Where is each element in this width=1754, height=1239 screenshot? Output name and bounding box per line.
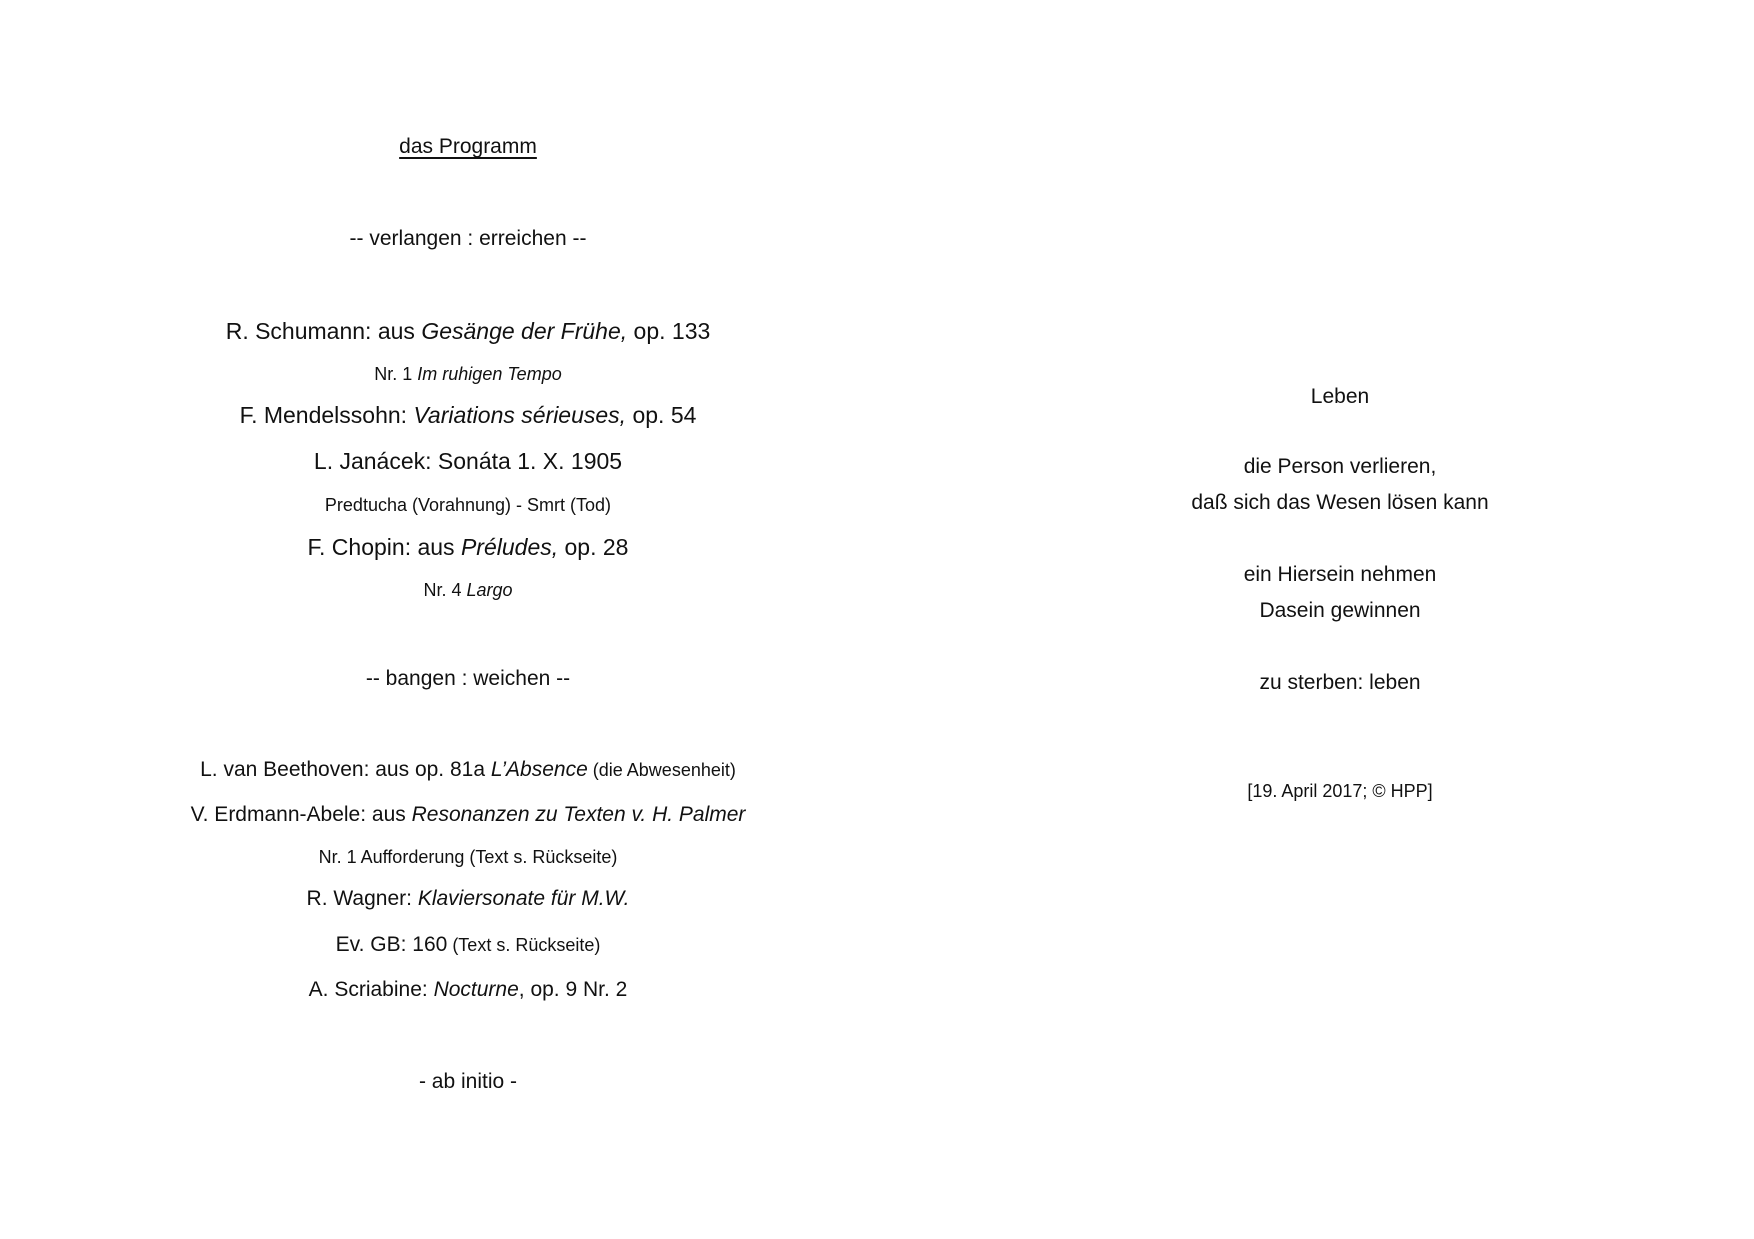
program-item-mendelssohn: F. Mendelssohn: Variations sérieuses, op. 54: [239, 402, 697, 428]
poem-title: Leben: [1310, 385, 1370, 408]
program-subitem-chopin: Nr. 4 Largo: [423, 580, 513, 600]
program-item-wagner: R. Wagner: Klaviersonate für M.W.: [306, 887, 630, 910]
poem-line: die Person verlieren,: [1243, 455, 1437, 478]
program-item-beethoven: L. van Beethoven: aus op. 81a L’Absence (die Abwesenheit): [200, 758, 736, 781]
program-subitem-janacek: Predtucha (Vorahnung) - Smrt (Tod): [324, 495, 612, 515]
poem-line: daß sich das Wesen lösen kann: [1191, 491, 1489, 514]
program-subitem-erdmann: Nr. 1 Aufforderung (Text s. Rückseite): [318, 847, 618, 867]
poem-line: Dasein gewinnen: [1259, 599, 1421, 622]
program-subitem-schumann: Nr. 1 Im ruhigen Tempo: [374, 364, 562, 384]
program-item-erdmann: V. Erdmann-Abele: aus Resonanzen zu Texten v. H. Palmer: [190, 803, 746, 826]
program-item-chopin: F. Chopin: aus Préludes, op. 28: [307, 534, 629, 560]
poem-footer: [19. April 2017; © HPP]: [1247, 781, 1433, 801]
section-heading-2: -- bangen : weichen --: [365, 667, 571, 690]
program-item-schumann: R. Schumann: aus Gesänge der Frühe, op. 133: [225, 318, 711, 344]
poem-line: zu sterben: leben: [1259, 671, 1421, 694]
poem-line: ein Hiersein nehmen: [1243, 563, 1437, 586]
program-item-janacek: L. Janácek: Sonáta 1. X. 1905: [313, 448, 623, 474]
section-heading-1: -- verlangen : erreichen --: [349, 227, 587, 250]
program-title: das Programm: [399, 135, 537, 158]
program-item-scriabine: A. Scriabine: Nocturne, op. 9 Nr. 2: [308, 978, 628, 1001]
program-item-evgb: Ev. GB: 160 (Text s. Rückseite): [335, 933, 601, 956]
closing-line: - ab initio -: [418, 1070, 518, 1093]
